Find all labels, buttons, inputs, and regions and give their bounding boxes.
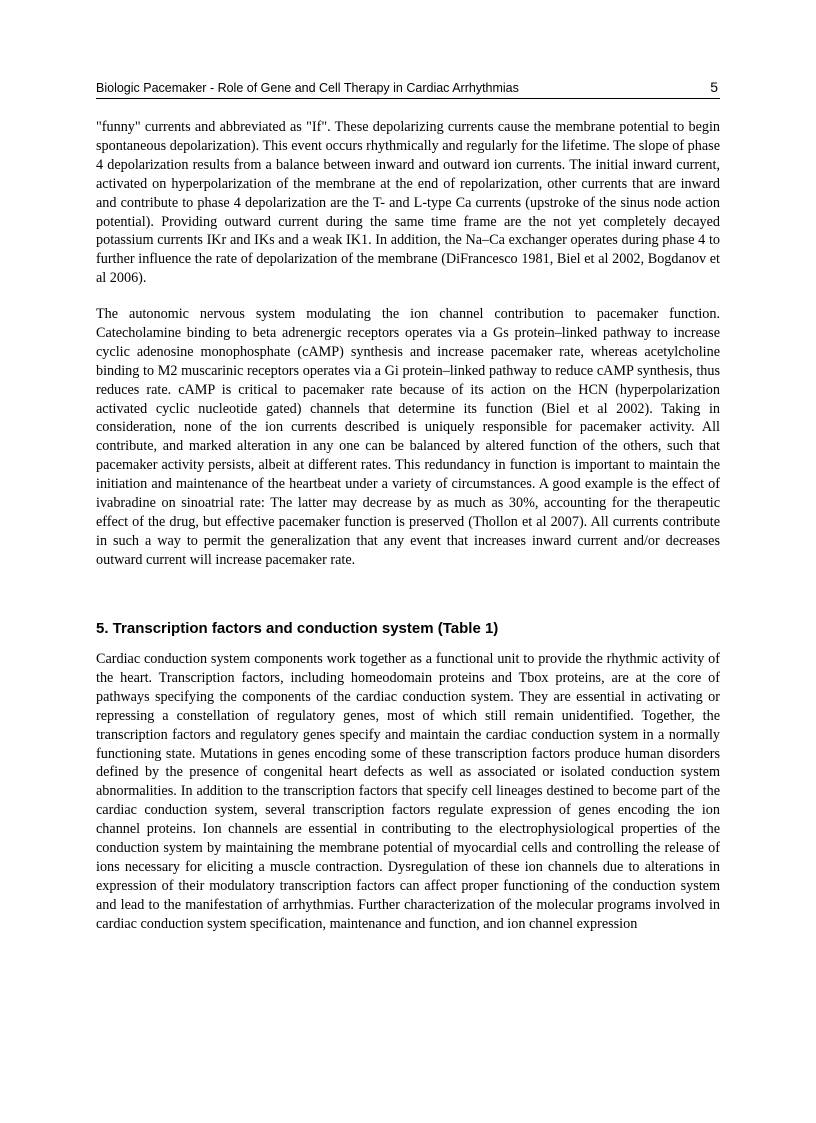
section-heading: 5. Transcription factors and conduction system (Table 1)	[96, 620, 499, 637]
running-title: Biologic Pacemaker - Role of Gene and Cell Therapy in Cardiac Arrhythmias	[96, 81, 519, 95]
page-number: 5	[710, 79, 718, 95]
running-header	[96, 80, 720, 99]
body-paragraph: "funny" currents and abbreviated as "If". These depolarizing currents cause the membrane potential to begin spontaneous depolarization). This event occurs rhythmically and regularly for the lifetime. The slope of phase 4 depolarization results from a balance between inward and outward ion currents. The initial inward current, activated on hyperpolarization of the membrane at the end of repolarization, other currents that are inward and contribute to phase 4 depolarization are the T- and L-type Ca currents (upstroke of the sinus node action potential). Providing outward current during the same time frame are the not yet completely decayed potassium currents IKr and IKs and a weak IK1. In addition, the Na–Ca exchanger operates during phase 4 to further influence the rate of depolarization of the membrane (DiFrancesco 1981, Biel et al 2002, Bogdanov et al 2006).	[96, 119, 720, 287]
body-paragraph: The autonomic nervous system modulating the ion channel contribution to pacemaker function. Catecholamine binding to beta adrenergic receptors operates via a Gs protein–linked pathway to increase cyclic adenosine monophosphate (cAMP) synthesis and increase pacemaker rate, whereas acetylcholine binding to M2 muscarinic receptors operates via a Gi protein–linked pathway to reduce cAMP synthesis, thus reduces rate. cAMP is critical to pacemaker rate because of its action on the HCN (hyperpolarization activated cyclic nucleotide gated) channels that determine its function (Biel et al 2002). Taking in consideration, none of the ion currents described is uniquely responsible for pacemaker activity. All contribute, and marked alteration in any one can be balanced by altered function of the others, such that pacemaker activity persists, albeit at different rates. This redundancy in function is important to maintain the initiation and maintenance of the heartbeat under a variety of circumstances. A good example is the effect of ivabradine on sinoatrial rate: The latter may decrease by as much as 30%, accounting for the therapeutic effect of the drug, but effective pacemaker function is preserved (Thollon et al 2007). All currents contribute in such a way to permit the generalization that any event that increases inward current and/or decreases outward current will increase pacemaker rate.	[96, 306, 720, 568]
section-paragraph: Cardiac conduction system components work together as a functional unit to provide the rhythmic activity of the heart. Transcription factors, including homeodomain proteins and Tbox proteins, are at the core of pathways specifying the components of the cardiac conduction system. They are essential in activating or repressing a constellation of regulatory genes, most of which still remain unidentified. Together, the transcription factors and regulatory genes specify and maintain the cardiac conduction system in a normally functioning state. Mutations in genes encoding some of these transcription factors produce human disorders defined by the presence of congenital heart defects as well as associated or isolated conduction system abnormalities. In addition to the transcription factors that specify cell lineages destined to become part of the cardiac conduction system, several transcription factors regulate expression of genes encoding the ion channel proteins. Ion channels are essential in contributing to the electrophysiological properties of the conduction system by maintaining the membrane potential of myocardial cells and controlling the release of ions necessary for eliciting a muscle contraction. Dysregulation of these ion channels due to alterations in expression of their modulatory transcription factors can affect proper functioning of the conduction system and lead to the manifestation of arrhythmias. Further characterization of the molecular programs involved in cardiac conduction system specification, maintenance and function, and ion channel expression	[96, 651, 720, 932]
